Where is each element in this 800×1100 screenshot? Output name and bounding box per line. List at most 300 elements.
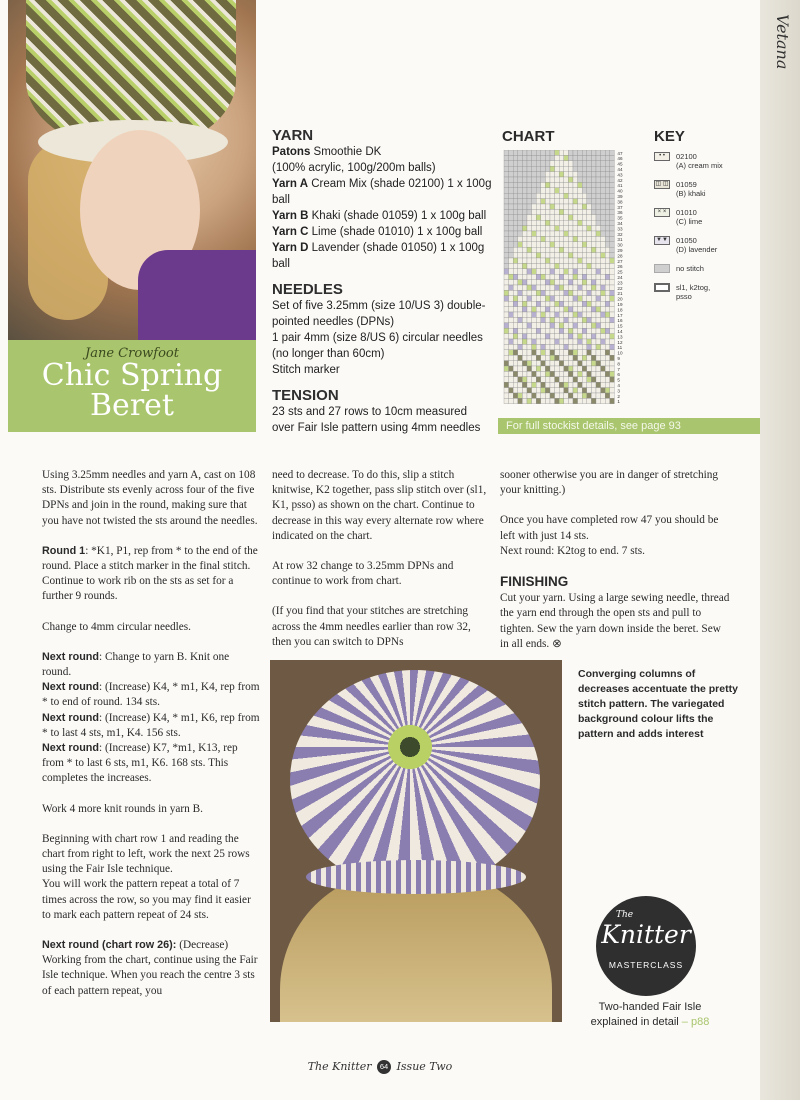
chart-cell [568,231,573,236]
chart-cell [555,199,560,204]
chart-cell [545,161,550,166]
chart-cell [587,344,592,349]
chart-cell [596,199,601,204]
chart-cell [513,155,518,160]
chart-cell [518,323,523,328]
chart-cell [610,301,615,306]
chart-cell [532,301,537,306]
chart-cell [509,150,514,155]
chart-cell [568,328,573,333]
chart-cell [509,263,514,268]
chart-cell [564,236,569,241]
chart-cell [596,317,601,322]
chart-cell [555,263,560,268]
chart-cell [605,285,610,290]
chart-cell [610,199,615,204]
chart-row-number: 46 [617,156,623,162]
next-round-1: Next round: Change to yarn B. Knit one round. [42,650,230,679]
chart-cell [587,199,592,204]
chart-cell [504,253,509,258]
chart-cell [601,274,606,279]
yarn-a: Yarn A Cream Mix (shade 02100) 1 x 100g ball [272,178,492,206]
chart-cell [564,334,569,339]
chart-cell [568,177,573,182]
chart-cell [610,296,615,301]
chart-cell [527,161,532,166]
chart-cell [504,150,509,155]
chart-cell [504,382,509,387]
chart-cell [522,177,527,182]
footer-magazine: The Knitter [307,1060,372,1073]
chart-cell [532,236,537,241]
chart-cell [582,296,587,301]
chart-cell [513,172,518,177]
chart-cell [601,393,606,398]
chart-cell [573,388,578,393]
chart-cell [582,366,587,371]
chart-cell [564,339,569,344]
chart-cell [559,382,564,387]
chart-cell [582,334,587,339]
chart-cell [587,366,592,371]
chart-cell [559,355,564,360]
chart-cell [527,393,532,398]
chart-cell [509,253,514,258]
chart-cell [555,323,560,328]
chart-cell [596,236,601,241]
chart-row-number: 6 [617,372,620,378]
chart-cell [573,226,578,231]
chart-cell [545,296,550,301]
chart-cell [522,188,527,193]
chart-cell [596,258,601,263]
chart-cell [587,296,592,301]
chart-cell [601,204,606,209]
chart-cell [559,269,564,274]
chart-cell [596,166,601,171]
chart-cell [545,226,550,231]
chart-cell [601,355,606,360]
chart-cell [509,361,514,366]
chart-cell [568,269,573,274]
chart-cell [545,269,550,274]
materials-section [272,128,492,436]
chart-cell [527,355,532,360]
chart-cell [591,280,596,285]
chart-cell [545,361,550,366]
stretch-note: (If you find that your stitches are stretching across the 4mm needles earlier than row 32, then you can switch to DPNs [272,605,471,648]
chart-cell [578,312,583,317]
author-name: Jane Crowfoot [85,346,179,361]
chart-cell [522,231,527,236]
chart-cell [601,172,606,177]
chart-cell [545,247,550,252]
chart-cell [564,209,569,214]
chart-cell [610,388,615,393]
chart-cell [522,263,527,268]
chart-cell [522,301,527,306]
chart-cell [591,150,596,155]
chart-cell [559,334,564,339]
chart-cell [587,263,592,268]
chart-cell [559,317,564,322]
stockist-banner: For full stockist details, see page 93 [498,418,760,434]
chart-cell [610,355,615,360]
chart-cell [541,258,546,263]
chart-cell [582,393,587,398]
chart-cell [532,215,537,220]
chart-cell [587,312,592,317]
chart-cell [605,328,610,333]
chart-cell [504,334,509,339]
page-number: 64 [377,1060,391,1074]
chart-cell [518,274,523,279]
chart-cell [591,199,596,204]
chart-cell [587,274,592,279]
chart-cell [522,296,527,301]
chart-cell [555,307,560,312]
chart-cell [591,242,596,247]
chart-cell [509,274,514,279]
chart-cell [578,355,583,360]
chart-cell [532,231,537,236]
chart-cell [550,188,555,193]
chart-cell [527,263,532,268]
key-item-lavender: ▼▼ 01050 (D) lavender [654,236,754,254]
chart-cell [591,155,596,160]
chart-cell [564,242,569,247]
chart-cell [582,328,587,333]
chart-cell [536,155,541,160]
chart-row-number: 15 [617,323,623,329]
chart-cell [564,226,569,231]
chart-cell [536,231,541,236]
chart-cell [532,355,537,360]
chart-cell [605,366,610,371]
chart-cell [509,182,514,187]
chart-cell [550,220,555,225]
chart-cell [582,220,587,225]
title-box [8,340,256,432]
chart-row-number: 33 [617,226,623,232]
chart-cell [559,274,564,279]
chart-cell [559,161,564,166]
chart-cell [610,382,615,387]
chart-cell [527,177,532,182]
chart-cell [610,323,615,328]
chart-cell [550,172,555,177]
chart-row-number: 34 [617,221,623,226]
chart-cell [550,193,555,198]
chart-cell [545,317,550,322]
row-47-text: Once you have completed row 47 you should be left with just 14 sts. [500,514,719,542]
page-footer [0,1060,760,1074]
chart-row-number: 8 [617,361,620,367]
chart-cell [591,182,596,187]
chart-row-number: 16 [617,318,623,324]
chart-row-number: 21 [617,291,623,297]
chart-cell [550,317,555,322]
needles-line3: Stitch marker [272,364,340,376]
chart-cell [596,323,601,328]
chart-row-number: 14 [617,329,623,334]
chart-cell [559,361,564,366]
chart-cell [596,398,601,403]
chart-cell [555,301,560,306]
chart-cell [532,398,537,403]
chart-cell [610,328,615,333]
chart-cell [555,150,560,155]
chart-cell [582,290,587,295]
chart-cell [582,339,587,344]
chart-cell [518,296,523,301]
chart-cell [591,301,596,306]
chart-cell [559,290,564,295]
chart-cell [527,274,532,279]
chart-cell [555,155,560,160]
chart-cell [518,177,523,182]
chart-cell [541,150,546,155]
stretch-note-cont: sooner otherwise you are in danger of stretching your knitting.) [500,469,719,497]
chart-cell [582,361,587,366]
needles-heading: NEEDLES [272,281,343,298]
chart-cell [564,220,569,225]
chart-cell [532,393,537,398]
chart-cell [564,296,569,301]
chart-cell [582,398,587,403]
chart-cell [550,285,555,290]
chart-cell [541,182,546,187]
chart-cell [578,393,583,398]
chart-cell [532,209,537,214]
chart-cell [564,307,569,312]
chart-cell [587,301,592,306]
chart-cell [541,161,546,166]
chart-cell [573,236,578,241]
chart-cell [564,166,569,171]
chart-cell [504,361,509,366]
chart-cell [596,366,601,371]
chart-cell [527,317,532,322]
chart-cell [504,263,509,268]
chart-cell [550,177,555,182]
chart-row-number: 35 [617,215,623,221]
chart-cell [610,269,615,274]
chart-cell [568,263,573,268]
chart-cell [504,155,509,160]
chart-cell [545,366,550,371]
chart-cell [555,344,560,349]
chart-cell [605,398,610,403]
chart-cell [532,371,537,376]
chart-cell [522,172,527,177]
instructions-column-2 [272,468,490,665]
chart-cell [527,398,532,403]
chart-cell [541,366,546,371]
chart-row-number: 4 [617,383,620,388]
chart-cell [504,339,509,344]
chart-cell [591,388,596,393]
chart-cell [610,236,615,241]
chart-cell [513,247,518,252]
chart-cell [532,339,537,344]
chart-cell [518,155,523,160]
chart-cell [522,258,527,263]
chart-cell [513,382,518,387]
chart-cell [573,253,578,258]
chart-cell [536,274,541,279]
chart-cell [550,361,555,366]
chart-cell [568,371,573,376]
chart-cell [545,285,550,290]
chart-cell [610,220,615,225]
chart-cell [518,215,523,220]
chart-cell [545,220,550,225]
chart-cell [527,231,532,236]
chart-cell [522,334,527,339]
chart-cell [504,393,509,398]
chart-cell [605,172,610,177]
chart-cell [513,344,518,349]
chart-cell [564,274,569,279]
chart-cell [568,215,573,220]
chart-cell [541,188,546,193]
chart-cell [573,199,578,204]
chart-cell [522,371,527,376]
chart-cell [564,247,569,252]
chart-cell [573,382,578,387]
chart-cell [601,398,606,403]
chart-cell [591,177,596,182]
chart-cell [582,253,587,258]
chart-cell [522,328,527,333]
chart-cell [509,296,514,301]
chart-cell [587,328,592,333]
chart-cell [591,307,596,312]
page-reference: – p88 [681,1016,710,1028]
chart-cell [550,307,555,312]
chart-cell [536,323,541,328]
chart-cell [555,328,560,333]
chart-cell [587,177,592,182]
chart-cell [541,371,546,376]
chart-cell [573,312,578,317]
chart-cell [541,166,546,171]
chart-cell [550,388,555,393]
chart-cell [504,344,509,349]
chart-cell [545,236,550,241]
chart-cell [582,280,587,285]
chart-cell [582,269,587,274]
chart-cell [545,323,550,328]
chart-cell [532,253,537,258]
chart-cell [587,166,592,171]
chart-cell [564,199,569,204]
chart-cell [601,371,606,376]
chart-cell [513,182,518,187]
chart-cell [564,371,569,376]
chart-cell [513,263,518,268]
chart-cell [527,344,532,349]
chart-cell [550,355,555,360]
chart-cell [591,312,596,317]
chart-cell [545,334,550,339]
chart-cell [532,263,537,268]
chart-cell [541,204,546,209]
chart-cell [522,285,527,290]
chart-cell [559,312,564,317]
chart-cell [559,253,564,258]
chart-cell [601,269,606,274]
chart-cell [601,188,606,193]
chart-cell [504,209,509,214]
chart-cell [610,307,615,312]
chart-cell [532,199,537,204]
chart-cell [568,301,573,306]
chart-cell [605,242,610,247]
chart-cell [522,247,527,252]
chart-cell [605,231,610,236]
chart-cell [568,317,573,322]
chart-cell [559,366,564,371]
chart-cell [518,150,523,155]
chart-cell [610,366,615,371]
chart-cell [518,258,523,263]
chart-cell [536,263,541,268]
chart-cell [578,377,583,382]
chart-cell [573,377,578,382]
chart-cell [536,361,541,366]
chart-cell [522,398,527,403]
chart-cell [568,393,573,398]
chart-cell [605,274,610,279]
chart-cell [555,350,560,355]
chart-cell [601,344,606,349]
chart-cell [591,172,596,177]
chart-cell [545,382,550,387]
chart-cell [536,285,541,290]
chart-cell [555,290,560,295]
chart-cell [605,155,610,160]
chart-cell [527,388,532,393]
chart-cell [532,280,537,285]
chart-cell [605,388,610,393]
tension-text: 23 sts and 27 rows to 10cm measured over Fair Isle pattern using 4mm needles [272,406,481,434]
chart-cell [518,350,523,355]
chart-cell [605,307,610,312]
chart-cell [513,393,518,398]
chart-cell [527,199,532,204]
chart-cell [532,377,537,382]
chart-cell [541,323,546,328]
chart-cell [522,220,527,225]
chart-cell [541,398,546,403]
chart-cell [568,166,573,171]
chart-cell [522,150,527,155]
chart-cell [518,382,523,387]
chart-key [654,152,754,311]
chart-cell [605,371,610,376]
chart-cell [596,301,601,306]
chart-row-number: 24 [617,275,623,280]
chart-cell [522,377,527,382]
chart-cell [545,188,550,193]
chart-cell [582,177,587,182]
chart-cell [527,382,532,387]
chart-cell [605,382,610,387]
chart-cell [559,226,564,231]
chart-cell [610,177,615,182]
